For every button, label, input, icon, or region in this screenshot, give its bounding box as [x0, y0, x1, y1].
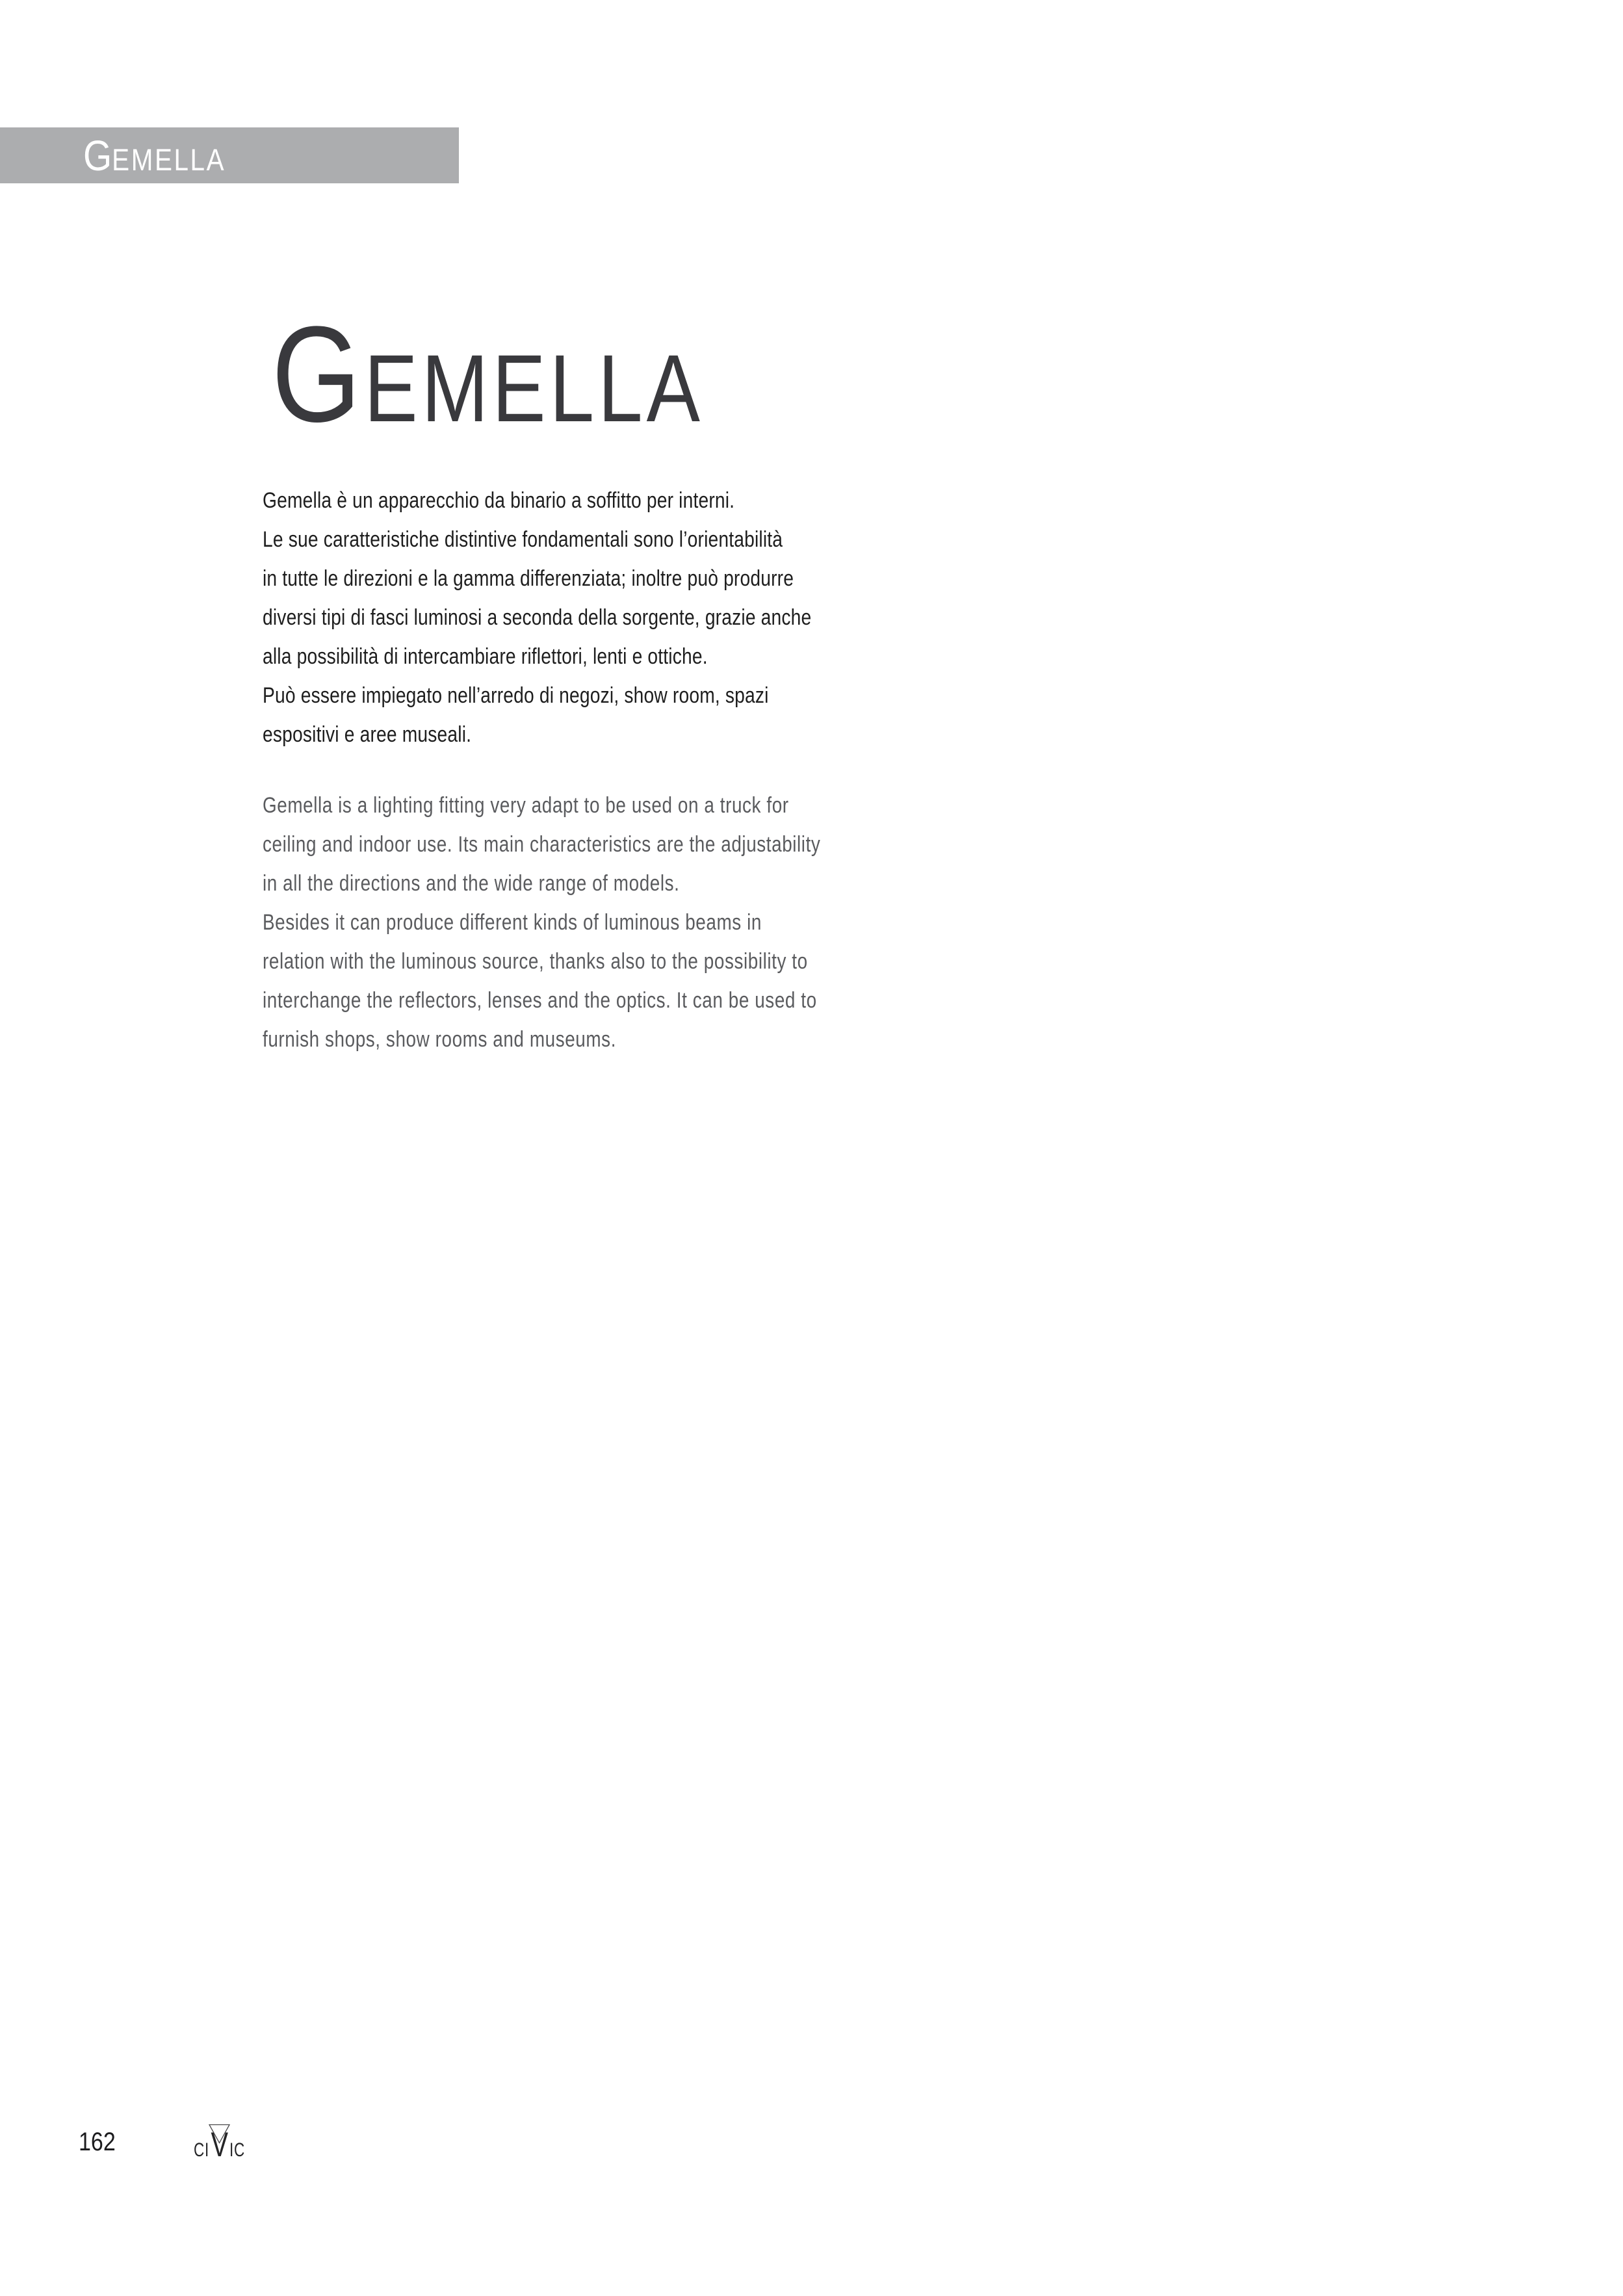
- description-italian-line: Può essere impiegato nell’arredo di negozi, show room, spazi: [263, 683, 769, 708]
- page-number: 162: [79, 2128, 116, 2156]
- civic-logo-text-ic: IC: [229, 2138, 245, 2158]
- description-italian-line: diversi tipi di fasci luminosi a seconda della sorgente, grazie anche: [263, 605, 812, 630]
- page-title-rest: EMELLA: [364, 335, 704, 442]
- description-italian-line: Gemella è un apparecchio da binario a soffitto per interni.: [263, 488, 735, 513]
- description-english-line: ceiling and indoor use. Its main characteristics are the adjustability: [263, 832, 821, 857]
- description-italian-line: in tutte le direzioni e la gamma differenziata; inoltre può produrre: [263, 566, 794, 591]
- description-english-line: furnish shops, show rooms and museums.: [263, 1027, 617, 1052]
- header-band: [0, 127, 459, 183]
- description-english-line: Gemella is a lighting fitting very adapt to be used on a truck for: [263, 793, 789, 818]
- civic-logo-text-v: V: [211, 2125, 229, 2158]
- page-title: [272, 296, 704, 453]
- description-italian-line: espositivi e aree museali.: [263, 722, 472, 747]
- header-band-label: [83, 131, 226, 179]
- description-italian: [263, 481, 811, 754]
- description-english-line: in all the directions and the wide range of models.: [263, 871, 680, 896]
- description-italian-line: Le sue caratteristiche distintive fondamentali sono l’orientabilità: [263, 527, 783, 552]
- header-band-label-initial: G: [83, 131, 112, 179]
- civic-logo-text-ci: CI: [194, 2138, 209, 2158]
- header-band-label-rest: EMELLA: [112, 142, 226, 177]
- civic-logo: [193, 2123, 245, 2158]
- description-english-line: relation with the luminous source, thanks also to the possibility to: [263, 949, 808, 974]
- description-italian-line: alla possibilità di intercambiare riflettori, lenti e ottiche.: [263, 644, 708, 669]
- description-english-line: Besides it can produce different kinds of luminous beams in: [263, 910, 762, 935]
- page-title-initial: G: [272, 298, 361, 450]
- description-english: [263, 786, 820, 1059]
- description-english-line: interchange the reflectors, lenses and the optics. It can be used to: [263, 988, 817, 1013]
